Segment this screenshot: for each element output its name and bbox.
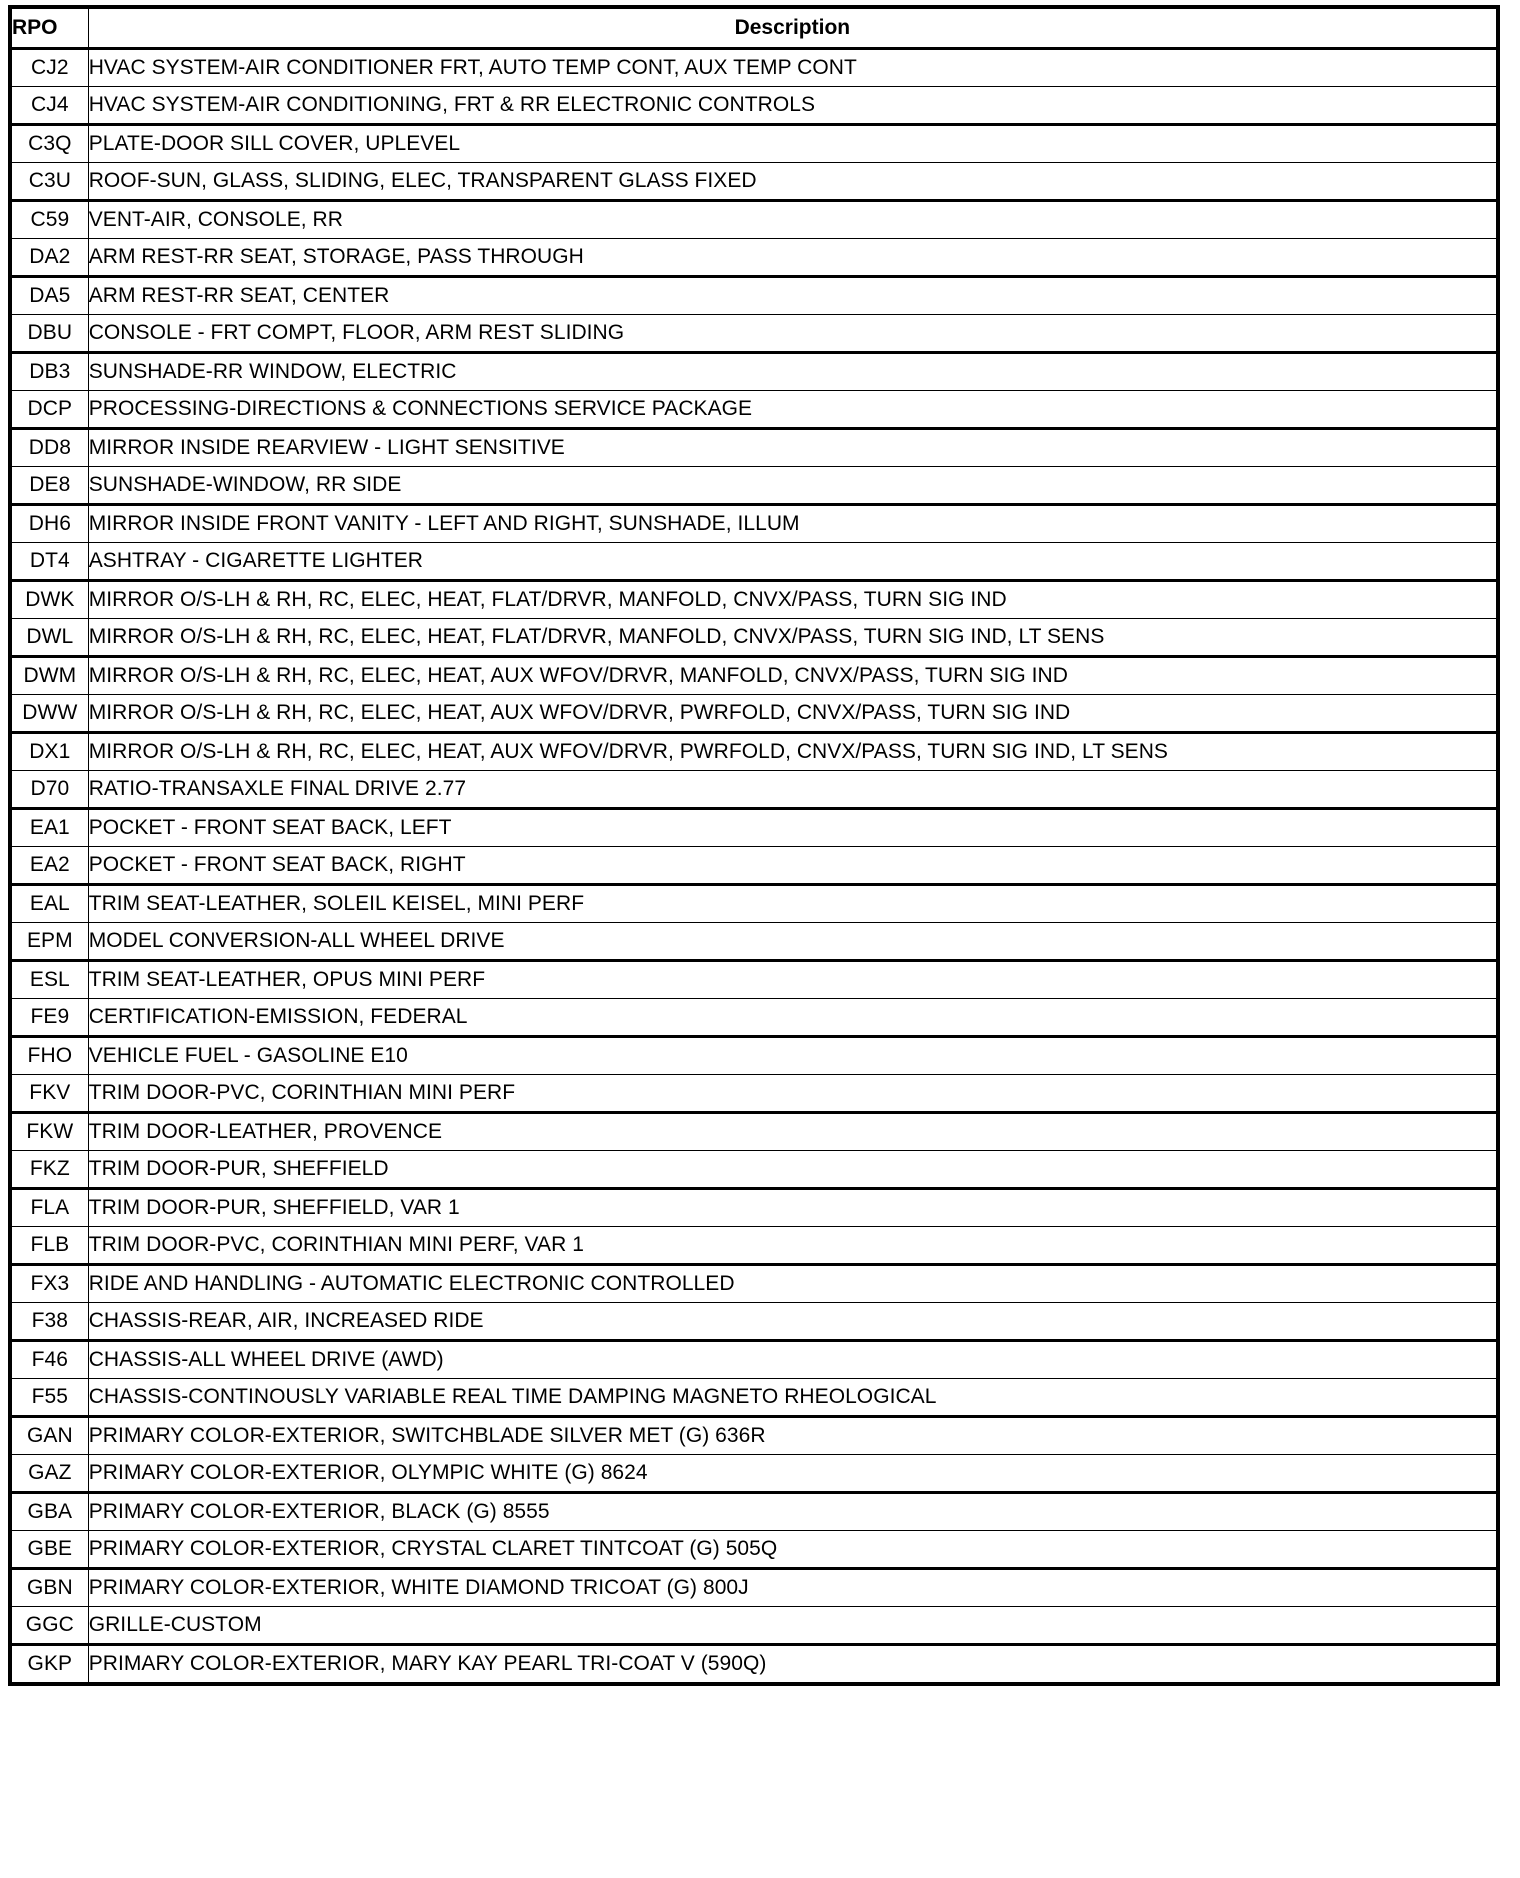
table-row bbox=[10, 49, 1498, 87]
cell-rpo-code: F38 bbox=[10, 1303, 88, 1341]
cell-description: VENT-AIR, CONSOLE, RR bbox=[88, 201, 1498, 239]
cell-rpo-code: DX1 bbox=[10, 733, 88, 771]
cell-description: TRIM DOOR-PUR, SHEFFIELD bbox=[88, 1151, 1498, 1189]
table-row bbox=[10, 125, 1498, 163]
cell-description: SUNSHADE-RR WINDOW, ELECTRIC bbox=[88, 353, 1498, 391]
cell-description: PRIMARY COLOR-EXTERIOR, MARY KAY PEARL TRI-COAT V (590Q) bbox=[88, 1645, 1498, 1685]
cell-description: PRIMARY COLOR-EXTERIOR, BLACK (G) 8555 bbox=[88, 1493, 1498, 1531]
cell-rpo-code: GBA bbox=[10, 1493, 88, 1531]
cell-rpo-code: F46 bbox=[10, 1341, 88, 1379]
cell-rpo-code: FKV bbox=[10, 1075, 88, 1113]
table-row bbox=[10, 999, 1498, 1037]
cell-rpo-code: DA5 bbox=[10, 277, 88, 315]
cell-description: TRIM DOOR-PUR, SHEFFIELD, VAR 1 bbox=[88, 1189, 1498, 1227]
cell-description: RATIO-TRANSAXLE FINAL DRIVE 2.77 bbox=[88, 771, 1498, 809]
cell-description: ROOF-SUN, GLASS, SLIDING, ELEC, TRANSPARENT GLASS FIXED bbox=[88, 163, 1498, 201]
column-header-rpo: RPO bbox=[10, 7, 88, 49]
cell-rpo-code: EA1 bbox=[10, 809, 88, 847]
cell-description: MIRROR O/S-LH & RH, RC, ELEC, HEAT, AUX WFOV/DRVR, MANFOLD, CNVX/PASS, TURN SIG IND bbox=[88, 657, 1498, 695]
table-row bbox=[10, 809, 1498, 847]
cell-rpo-code: CJ4 bbox=[10, 87, 88, 125]
cell-rpo-code: GAN bbox=[10, 1417, 88, 1455]
cell-description: MIRROR INSIDE REARVIEW - LIGHT SENSITIVE bbox=[88, 429, 1498, 467]
cell-description: PROCESSING-DIRECTIONS & CONNECTIONS SERVICE PACKAGE bbox=[88, 391, 1498, 429]
cell-rpo-code: CJ2 bbox=[10, 49, 88, 87]
table-header bbox=[10, 7, 1498, 49]
table-row bbox=[10, 1189, 1498, 1227]
table-header-row bbox=[10, 7, 1498, 49]
table-row bbox=[10, 1607, 1498, 1645]
cell-rpo-code: FHO bbox=[10, 1037, 88, 1075]
table-row bbox=[10, 1265, 1498, 1303]
cell-rpo-code: GKP bbox=[10, 1645, 88, 1685]
table-row bbox=[10, 1569, 1498, 1607]
table-row bbox=[10, 885, 1498, 923]
table-row bbox=[10, 1113, 1498, 1151]
table-row bbox=[10, 1379, 1498, 1417]
cell-description: CERTIFICATION-EMISSION, FEDERAL bbox=[88, 999, 1498, 1037]
table-row bbox=[10, 923, 1498, 961]
table-row bbox=[10, 163, 1498, 201]
cell-rpo-code: DCP bbox=[10, 391, 88, 429]
cell-description: CONSOLE - FRT COMPT, FLOOR, ARM REST SLIDING bbox=[88, 315, 1498, 353]
table-row bbox=[10, 1531, 1498, 1569]
cell-description: HVAC SYSTEM-AIR CONDITIONER FRT, AUTO TEMP CONT, AUX TEMP CONT bbox=[88, 49, 1498, 87]
cell-description: POCKET - FRONT SEAT BACK, RIGHT bbox=[88, 847, 1498, 885]
cell-description: ASHTRAY - CIGARETTE LIGHTER bbox=[88, 543, 1498, 581]
cell-rpo-code: DE8 bbox=[10, 467, 88, 505]
cell-rpo-code: FKZ bbox=[10, 1151, 88, 1189]
table-row bbox=[10, 771, 1498, 809]
cell-rpo-code: D70 bbox=[10, 771, 88, 809]
cell-description: TRIM SEAT-LEATHER, OPUS MINI PERF bbox=[88, 961, 1498, 999]
table-row bbox=[10, 315, 1498, 353]
table-row bbox=[10, 847, 1498, 885]
table-row bbox=[10, 1075, 1498, 1113]
cell-rpo-code: DWL bbox=[10, 619, 88, 657]
table-row bbox=[10, 1417, 1498, 1455]
cell-rpo-code: DBU bbox=[10, 315, 88, 353]
cell-rpo-code: C3Q bbox=[10, 125, 88, 163]
table-row bbox=[10, 1493, 1498, 1531]
table-row bbox=[10, 239, 1498, 277]
cell-description: MIRROR O/S-LH & RH, RC, ELEC, HEAT, AUX WFOV/DRVR, PWRFOLD, CNVX/PASS, TURN SIG IND bbox=[88, 695, 1498, 733]
table-row bbox=[10, 353, 1498, 391]
cell-description: VEHICLE FUEL - GASOLINE E10 bbox=[88, 1037, 1498, 1075]
cell-description: ARM REST-RR SEAT, CENTER bbox=[88, 277, 1498, 315]
cell-description: TRIM DOOR-LEATHER, PROVENCE bbox=[88, 1113, 1498, 1151]
column-header-description: Description bbox=[88, 7, 1498, 49]
table-row bbox=[10, 1645, 1498, 1685]
table-row bbox=[10, 543, 1498, 581]
table-row bbox=[10, 1455, 1498, 1493]
table-row bbox=[10, 505, 1498, 543]
cell-rpo-code: FKW bbox=[10, 1113, 88, 1151]
table-row bbox=[10, 467, 1498, 505]
cell-rpo-code: DH6 bbox=[10, 505, 88, 543]
table-row bbox=[10, 1151, 1498, 1189]
cell-rpo-code: DB3 bbox=[10, 353, 88, 391]
table-row bbox=[10, 1227, 1498, 1265]
cell-rpo-code: ESL bbox=[10, 961, 88, 999]
cell-description: PLATE-DOOR SILL COVER, UPLEVEL bbox=[88, 125, 1498, 163]
cell-description: PRIMARY COLOR-EXTERIOR, CRYSTAL CLARET TINTCOAT (G) 505Q bbox=[88, 1531, 1498, 1569]
cell-description: MIRROR O/S-LH & RH, RC, ELEC, HEAT, FLAT/DRVR, MANFOLD, CNVX/PASS, TURN SIG IND, LT SENS bbox=[88, 619, 1498, 657]
cell-rpo-code: EAL bbox=[10, 885, 88, 923]
cell-rpo-code: FLB bbox=[10, 1227, 88, 1265]
cell-rpo-code: DWW bbox=[10, 695, 88, 733]
cell-rpo-code: EPM bbox=[10, 923, 88, 961]
table-row bbox=[10, 619, 1498, 657]
cell-rpo-code: DD8 bbox=[10, 429, 88, 467]
table-row bbox=[10, 1341, 1498, 1379]
table-row bbox=[10, 1303, 1498, 1341]
table-row bbox=[10, 961, 1498, 999]
table-row bbox=[10, 277, 1498, 315]
cell-description: HVAC SYSTEM-AIR CONDITIONING, FRT & RR ELECTRONIC CONTROLS bbox=[88, 87, 1498, 125]
table-row bbox=[10, 581, 1498, 619]
cell-rpo-code: FX3 bbox=[10, 1265, 88, 1303]
cell-rpo-code: F55 bbox=[10, 1379, 88, 1417]
table-row bbox=[10, 429, 1498, 467]
cell-rpo-code: DWK bbox=[10, 581, 88, 619]
cell-description: CHASSIS-REAR, AIR, INCREASED RIDE bbox=[88, 1303, 1498, 1341]
cell-rpo-code: GAZ bbox=[10, 1455, 88, 1493]
cell-description: CHASSIS-CONTINOUSLY VARIABLE REAL TIME DAMPING MAGNETO RHEOLOGICAL bbox=[88, 1379, 1498, 1417]
cell-description: GRILLE-CUSTOM bbox=[88, 1607, 1498, 1645]
cell-rpo-code: DWM bbox=[10, 657, 88, 695]
table-row bbox=[10, 695, 1498, 733]
cell-description: TRIM DOOR-PVC, CORINTHIAN MINI PERF bbox=[88, 1075, 1498, 1113]
cell-rpo-code: FE9 bbox=[10, 999, 88, 1037]
table-row bbox=[10, 733, 1498, 771]
cell-description: TRIM SEAT-LEATHER, SOLEIL KEISEL, MINI PERF bbox=[88, 885, 1498, 923]
cell-description: PRIMARY COLOR-EXTERIOR, OLYMPIC WHITE (G) 8624 bbox=[88, 1455, 1498, 1493]
table-row bbox=[10, 391, 1498, 429]
cell-rpo-code: C59 bbox=[10, 201, 88, 239]
cell-rpo-code: FLA bbox=[10, 1189, 88, 1227]
cell-rpo-code: GBN bbox=[10, 1569, 88, 1607]
cell-description: TRIM DOOR-PVC, CORINTHIAN MINI PERF, VAR 1 bbox=[88, 1227, 1498, 1265]
cell-description: MIRROR O/S-LH & RH, RC, ELEC, HEAT, FLAT/DRVR, MANFOLD, CNVX/PASS, TURN SIG IND bbox=[88, 581, 1498, 619]
cell-rpo-code: DA2 bbox=[10, 239, 88, 277]
cell-description: MIRROR O/S-LH & RH, RC, ELEC, HEAT, AUX WFOV/DRVR, PWRFOLD, CNVX/PASS, TURN SIG IND, LT SENS bbox=[88, 733, 1498, 771]
rpo-option-code-table bbox=[8, 5, 1500, 1686]
cell-rpo-code: C3U bbox=[10, 163, 88, 201]
cell-description: PRIMARY COLOR-EXTERIOR, SWITCHBLADE SILVER MET (G) 636R bbox=[88, 1417, 1498, 1455]
cell-description: ARM REST-RR SEAT, STORAGE, PASS THROUGH bbox=[88, 239, 1498, 277]
cell-rpo-code: DT4 bbox=[10, 543, 88, 581]
cell-description: MIRROR INSIDE FRONT VANITY - LEFT AND RIGHT, SUNSHADE, ILLUM bbox=[88, 505, 1498, 543]
cell-description: POCKET - FRONT SEAT BACK, LEFT bbox=[88, 809, 1498, 847]
table-row bbox=[10, 657, 1498, 695]
cell-description: CHASSIS-ALL WHEEL DRIVE (AWD) bbox=[88, 1341, 1498, 1379]
cell-rpo-code: GGC bbox=[10, 1607, 88, 1645]
table-body bbox=[10, 49, 1498, 1685]
table-row bbox=[10, 1037, 1498, 1075]
cell-description: SUNSHADE-WINDOW, RR SIDE bbox=[88, 467, 1498, 505]
table-row bbox=[10, 87, 1498, 125]
table-row bbox=[10, 201, 1498, 239]
cell-description: PRIMARY COLOR-EXTERIOR, WHITE DIAMOND TRICOAT (G) 800J bbox=[88, 1569, 1498, 1607]
cell-description: MODEL CONVERSION-ALL WHEEL DRIVE bbox=[88, 923, 1498, 961]
cell-rpo-code: EA2 bbox=[10, 847, 88, 885]
cell-rpo-code: GBE bbox=[10, 1531, 88, 1569]
cell-description: RIDE AND HANDLING - AUTOMATIC ELECTRONIC CONTROLLED bbox=[88, 1265, 1498, 1303]
